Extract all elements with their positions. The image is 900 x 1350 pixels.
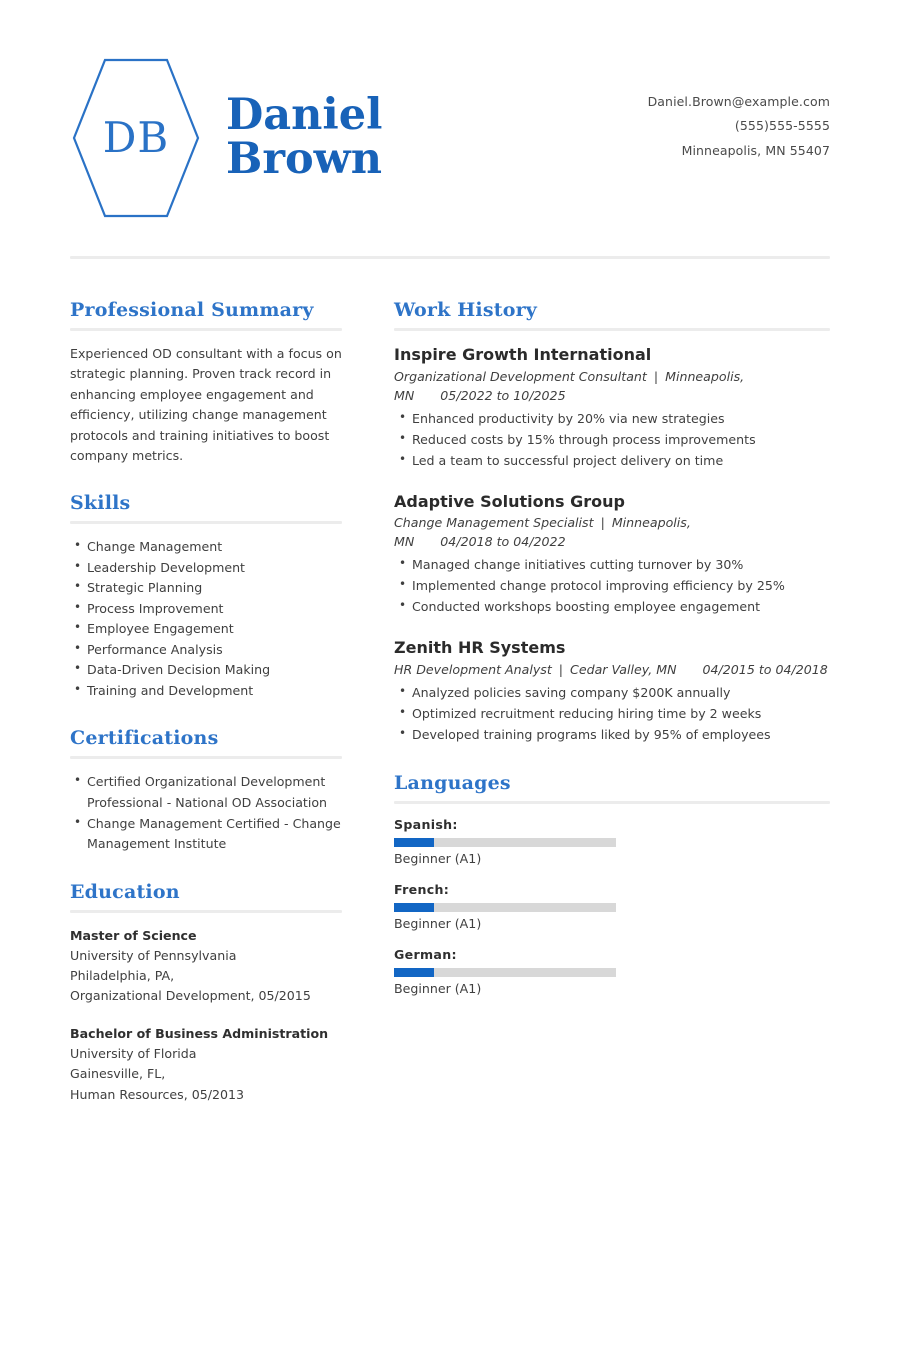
language-name: Spanish: [394,816,458,832]
language-level: Beginner (A1) [394,850,482,866]
language-name: German: [394,946,457,962]
list-item: • Managed change initiatives cutting turnover by 30% [394,555,830,576]
job-company: Inspire Growth International [394,345,652,364]
job-company: Adaptive Solutions Group [394,491,625,511]
first-name: Daniel [226,90,383,141]
job-entry [394,344,830,472]
list-item: • Change Management [70,537,342,558]
education-school: University of Florida [70,1046,197,1062]
section-title-skills: Skills [70,492,131,515]
education-location: Gainesville, FL, [70,1066,166,1082]
right-column [394,299,830,1131]
list-item: • Change Management Certified - Change Management Institute [70,814,342,855]
section-title-summary: Professional Summary [70,299,314,321]
education-field-date: Organizational Development, 05/2015 [70,987,311,1003]
section-divider [70,756,342,759]
list-item: • Process Improvement [70,599,342,620]
language-proficiency-fill [394,903,434,912]
education-field-date: Human Resources, 05/2013 [70,1086,245,1102]
job-meta [394,367,830,405]
education-school: University of Pennsylvania [70,947,237,963]
section-divider [394,801,830,804]
hexagon-icon [70,52,202,224]
list-item: • Led a team to successful project delivery on time [394,451,830,472]
resume-header [70,0,830,224]
job-separator: | [653,368,659,384]
job-location: Minneapolis, MN [394,368,745,403]
list-item: • Analyzed policies saving company $200K annually [394,683,830,704]
list-item: • Training and Development [70,681,342,702]
job-dates: 04/2018 to 04/2022 [440,534,566,550]
job-dates: 05/2022 to 10/2025 [440,387,566,403]
job-meta [394,513,830,551]
list-item: • Strategic Planning [70,578,342,599]
language-name: French: [394,881,450,897]
section-title-education: Education [70,880,180,903]
list-item: • Reduced costs by 15% through process improvements [394,430,830,451]
job-location: Minneapolis, MN [394,515,691,550]
section-divider [394,328,830,331]
section-title-certifications: Certifications [70,727,219,750]
job-company: Zenith HR Systems [394,638,566,658]
section-professional-summary [70,299,342,466]
job-bullets [394,409,830,472]
section-divider [70,521,342,524]
language-proficiency-fill [394,838,434,847]
job-role: Change Management Specialist [394,515,594,531]
language-proficiency-bar [394,838,616,847]
section-title-languages: Languages [394,771,511,794]
contact-phone[interactable]: (555)555-5555 [734,118,830,134]
list-item: • Certified Organizational Development Professional - National OD Association [70,772,342,813]
list-item: • Performance Analysis [70,640,342,661]
education-entry [70,926,342,1007]
list-item: • Data-Driven Decision Making [70,660,342,681]
language-proficiency-bar [394,903,616,912]
job-separator: | [600,515,605,531]
last-name: Brown [226,134,382,184]
languages-grid [394,817,830,1012]
education-degree: Bachelor of Business Administration [70,1026,329,1042]
job-bullets [394,683,830,746]
header-divider [70,256,830,259]
contact-location: Minneapolis, MN 55407 [681,142,830,158]
list-item: • Leadership Development [70,558,342,579]
full-name [226,90,383,184]
job-entry [394,637,830,745]
resume-body [70,299,830,1131]
language-entry [394,817,616,866]
monogram-initials: DB [102,113,170,162]
job-meta [394,660,830,679]
section-work-history [394,299,830,746]
education-entry [70,1024,342,1105]
contact-info [648,52,830,163]
education-location: Philadelphia, PA, [70,967,175,983]
section-education [70,881,342,1105]
list-item: • Conducted workshops boosting employee engagement [394,597,830,618]
list-item: • Optimized recruitment reducing hiring time by 2 weeks [394,704,830,725]
contact-email[interactable]: Daniel.Brown@example.com [647,94,830,109]
language-level: Beginner (A1) [394,980,482,996]
monogram-hexagon-logo [70,52,202,224]
list-item: • Developed training programs liked by 95% of employees [394,725,830,746]
list-item: • Implemented change protocol improving efficiency by 25% [394,576,830,597]
job-role: Organizational Development Consultant [394,368,647,384]
list-item: • Employee Engagement [70,619,342,640]
education-degree: Master of Science [70,927,197,943]
section-languages [394,772,830,1012]
job-location: Cedar Valley, MN [570,661,677,677]
language-entry [394,882,616,931]
job-role: HR Development Analyst [394,661,552,677]
language-proficiency-bar [394,968,616,977]
job-bullets [394,555,830,618]
language-entry [394,947,616,996]
job-separator: | [558,661,564,677]
section-divider [70,910,342,913]
section-certifications [70,727,342,854]
section-title-work-history: Work History [394,299,538,321]
job-dates: 04/2015 to 04/2018 [702,661,828,677]
skills-list [70,537,342,701]
certifications-list [70,772,342,854]
language-proficiency-fill [394,968,434,977]
left-column [70,299,342,1131]
job-entry [394,491,830,619]
summary-text: Experienced OD consultant with a focus on strategic planning. Proven track record in enhancing employee engagement and efficiency, utilizing change management protocols and training initiatives to boost company metrics. [70,346,342,463]
list-item: • Enhanced productivity by 20% via new strategies [394,409,830,430]
language-level: Beginner (A1) [394,915,482,931]
section-skills [70,492,342,701]
column-gap [342,299,394,1131]
identity-block [70,52,382,224]
section-divider [70,328,342,331]
